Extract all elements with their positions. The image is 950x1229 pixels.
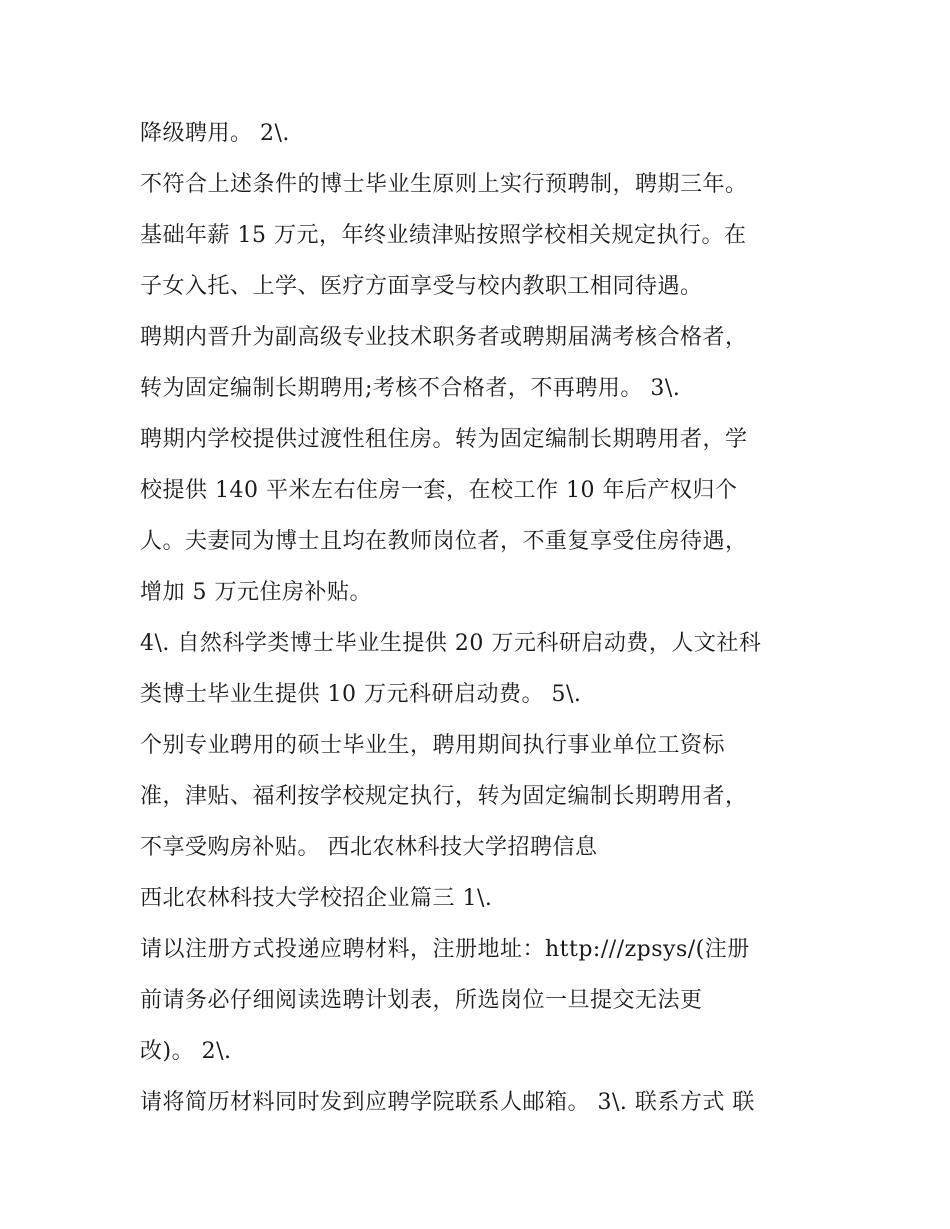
- text-line: 请将简历材料同时发到应聘学院联系人邮箱。 3\. 联系方式 联: [140, 1090, 755, 1115]
- text-line: 前请务必仔细阅读选聘计划表，所选岗位一旦提交无法更: [140, 988, 703, 1013]
- text-line: 转为固定编制长期聘用;考核不合格者，不再聘用。 3\.: [140, 376, 681, 401]
- text-line: 人。夫妻同为博士且均在教师岗位者，不重复享受住房待遇，: [140, 529, 748, 554]
- text-line: 准，津贴、福利按学校规定执行，转为固定编制长期聘用者，: [140, 784, 748, 809]
- text-line: 基础年薪 15 万元，年终业绩津贴按照学校相关规定执行。在: [140, 223, 747, 248]
- text-line: 增加 5 万元住房补贴。: [140, 580, 372, 605]
- text-line: 西北农林科技大学校招企业篇三 1\.: [140, 886, 493, 911]
- text-line: 请以注册方式投递应聘材料，注册地址：http:///zpsys/(注册: [140, 937, 750, 962]
- text-line: 改)。 2\.: [140, 1039, 232, 1064]
- text-line: 校提供 140 平米左右住房一套，在校工作 10 年后产权归个: [140, 478, 738, 503]
- document-body: [140, 108, 830, 1128]
- text-line: 不符合上述条件的博士毕业生原则上实行预聘制，聘期三年。: [140, 172, 748, 197]
- text-line: 降级聘用。 2\.: [140, 121, 290, 146]
- text-line: 类博士毕业生提供 10 万元科研启动费。 5\.: [140, 682, 582, 707]
- text-line: 聘期内晋升为副高级专业技术职务者或聘期届满考核合格者，: [140, 325, 748, 350]
- text-line: 聘期内学校提供过渡性租住房。转为固定编制长期聘用者，学: [140, 427, 748, 452]
- text-line: 个别专业聘用的硕士毕业生，聘用期间执行事业单位工资标: [140, 733, 726, 758]
- text-line: 4\. 自然科学类博士毕业生提供 20 万元科研启动费，人文社科: [140, 631, 762, 656]
- text-line: 不享受购房补贴。 西北农林科技大学招聘信息: [140, 835, 598, 860]
- text-line: 子女入托、上学、医疗方面享受与校内教职工相同待遇。: [140, 274, 703, 299]
